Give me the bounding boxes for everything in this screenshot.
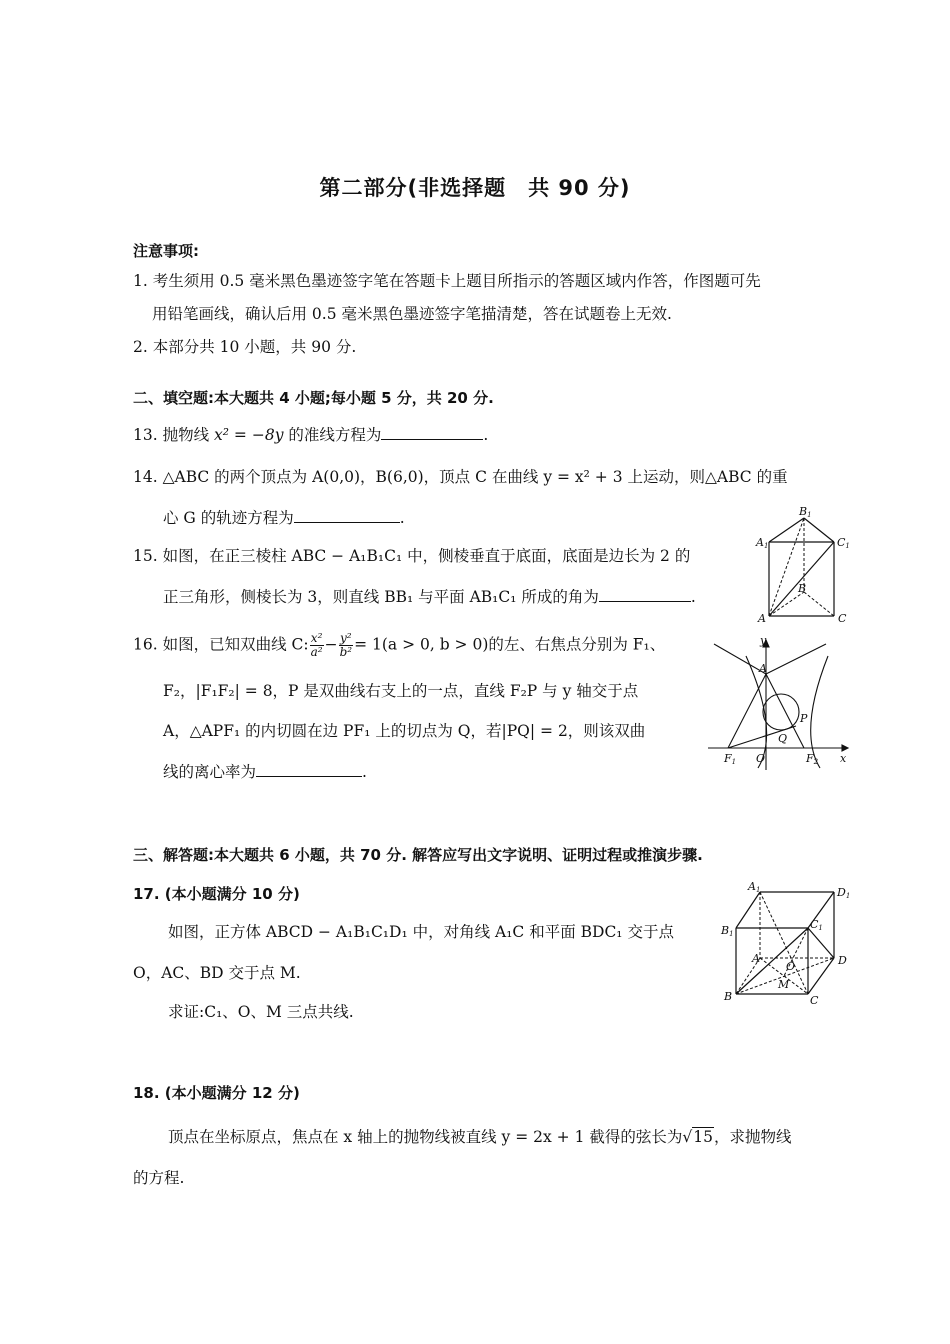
question-15-line1 bbox=[133, 545, 690, 567]
q13-answer-blank[interactable] bbox=[381, 425, 483, 440]
q17-line1: 如图，正方体 ABCD − A₁B₁C₁D₁ 中，对角线 A₁C 和平面 BDC₁ 交于点 bbox=[168, 923, 674, 941]
hyperbola-label-F1: F1 bbox=[724, 752, 737, 766]
q16-number: 16. bbox=[133, 635, 158, 654]
q16-fraction-y: $\frac{\text{y²}}{\text{b²}}$ bbox=[339, 631, 353, 659]
q16-end: . bbox=[362, 763, 367, 781]
q14-answer-blank[interactable] bbox=[294, 508, 400, 523]
q16-minus: − bbox=[324, 635, 338, 654]
prism-label-C: C bbox=[838, 612, 847, 625]
hyperbola-label-y: y bbox=[760, 634, 767, 647]
q16-line4: 线的离心率为 bbox=[163, 763, 257, 781]
question-14-line2 bbox=[163, 507, 405, 529]
q16-answer-blank[interactable] bbox=[256, 762, 362, 777]
prism-label-A: A bbox=[758, 612, 766, 625]
notes-heading: 注意事项: bbox=[133, 242, 199, 260]
q14-end: . bbox=[399, 509, 405, 527]
section3-heading: 三、解答题:本大题共 6 小题，共 70 分. 解答应写出文字说明、证明过程或推演步骤. bbox=[133, 846, 703, 864]
notes-item2: 2. 本部分共 10 小题，共 90 分. bbox=[133, 338, 357, 356]
q17-heading: 17. (本小题满分 10 分) bbox=[133, 885, 300, 903]
cube-label-C: C bbox=[810, 994, 819, 1007]
cube-label-A: A bbox=[752, 952, 760, 965]
question-18-line1: 顶点在坐标原点，焦点在 x 轴上的抛物线被直线 y = 2x + 1 截得的弦长为√15，求抛物线 bbox=[168, 1128, 792, 1146]
q16-line2: F₂，|F₁F₂| = 8，P 是双曲线右支上的一点，直线 F₂P 与 y 轴交于点 bbox=[163, 682, 639, 700]
hyperbola-label-x: x bbox=[840, 752, 847, 765]
q13-text-a: 抛物线 bbox=[162, 426, 210, 444]
q18-line1-b: ，求抛物线 bbox=[713, 1128, 792, 1146]
hyperbola-label-A: A bbox=[759, 662, 767, 675]
q15-line2: 正三角形，侧棱长为 3，则直线 BB₁ 与平面 AB₁C₁ 所成的角为 bbox=[163, 588, 599, 606]
cube-label-O: O bbox=[786, 960, 796, 973]
q18-sqrt-value: 15 bbox=[693, 1128, 713, 1146]
q16-line1-a: 如图，已知双曲线 C: bbox=[162, 635, 309, 654]
question-14-line1 bbox=[133, 466, 788, 488]
q18-heading: 18. (本小题满分 12 分) bbox=[133, 1084, 300, 1102]
q18-line2: 的方程. bbox=[133, 1169, 185, 1187]
section2-heading: 二、填空题:本大题共 4 小题;每小题 5 分，共 20 分. bbox=[133, 389, 494, 407]
prism-figure bbox=[752, 504, 858, 628]
notes-item1-line1: 1. 考生须用 0.5 毫米黑色墨迹签字笔在答题卡上题目所指示的答题区域内作答，作图题可先 bbox=[133, 272, 761, 290]
q13-end: . bbox=[483, 426, 489, 444]
cube-label-A1: A1 bbox=[748, 880, 761, 894]
q15-end: . bbox=[690, 588, 696, 606]
q15-line1: 如图，在正三棱柱 ABC − A₁B₁C₁ 中，侧棱垂直于底面，底面是边长为 2 的 bbox=[162, 547, 691, 565]
q14-line1: △ABC 的两个顶点为 A(0,0)，B(6,0)，顶点 C 在曲线 y = x² + 3 上运动，则△ABC 的重 bbox=[162, 468, 788, 486]
prism-label-C1: C1 bbox=[837, 536, 850, 550]
q18-line1-a: 顶点在坐标原点，焦点在 x 轴上的抛物线被直线 y = 2x + 1 截得的弦长为 bbox=[168, 1128, 683, 1146]
question-13 bbox=[133, 424, 488, 446]
q17-line3: 求证:C₁、O、M 三点共线. bbox=[168, 1003, 354, 1021]
q13-equation: x² = −8y bbox=[214, 426, 284, 444]
cube-label-D1: D1 bbox=[837, 886, 851, 900]
cube-label-B: B bbox=[724, 990, 733, 1003]
cube-label-D: D bbox=[838, 954, 847, 967]
cube-figure bbox=[718, 878, 854, 1008]
hyperbola-label-F2: F2 bbox=[806, 752, 819, 766]
prism-label-B: B bbox=[798, 582, 807, 595]
notes-item1-line2: 用铅笔画线，确认后用 0.5 毫米黑色墨迹签字笔描清楚，答在试题卷上无效. bbox=[152, 305, 672, 323]
cube-label-C1: C1 bbox=[810, 918, 823, 932]
q14-number: 14. bbox=[133, 468, 158, 486]
q17-line2: O，AC、BD 交于点 M. bbox=[133, 964, 301, 982]
prism-label-B1: B1 bbox=[799, 505, 812, 519]
q13-number: 13. bbox=[133, 426, 158, 444]
question-15-line2 bbox=[163, 586, 696, 608]
q14-line2: 心 G 的轨迹方程为 bbox=[163, 509, 294, 527]
q13-text-b: 的准线方程为 bbox=[288, 426, 382, 444]
cube-label-M: M bbox=[778, 978, 790, 991]
hyperbola-figure bbox=[702, 632, 852, 772]
q16-line3: A，△APF₁ 的内切圆在边 PF₁ 上的切点为 Q，若|PQ| = 2，则该双曲 bbox=[163, 722, 646, 740]
cube-label-B1: B1 bbox=[721, 924, 734, 938]
question-16-line4 bbox=[163, 761, 367, 783]
q16-fraction-x: $\frac{\text{x²}}{\text{a²}}$ bbox=[310, 631, 323, 659]
prism-label-A1: A1 bbox=[756, 536, 769, 550]
q15-number: 15. bbox=[133, 547, 158, 565]
page-title: 第二部分(非选择题 共 90 分) bbox=[319, 176, 631, 200]
hyperbola-label-O: O bbox=[756, 752, 766, 765]
hyperbola-label-Q: Q bbox=[778, 732, 788, 745]
q16-line1-b: = 1(a > 0, b > 0)的左、右焦点分别为 F₁、 bbox=[354, 635, 666, 654]
question-16-line1 bbox=[133, 632, 665, 659]
hyperbola-label-P: P bbox=[800, 712, 808, 725]
q15-answer-blank[interactable] bbox=[599, 587, 691, 602]
